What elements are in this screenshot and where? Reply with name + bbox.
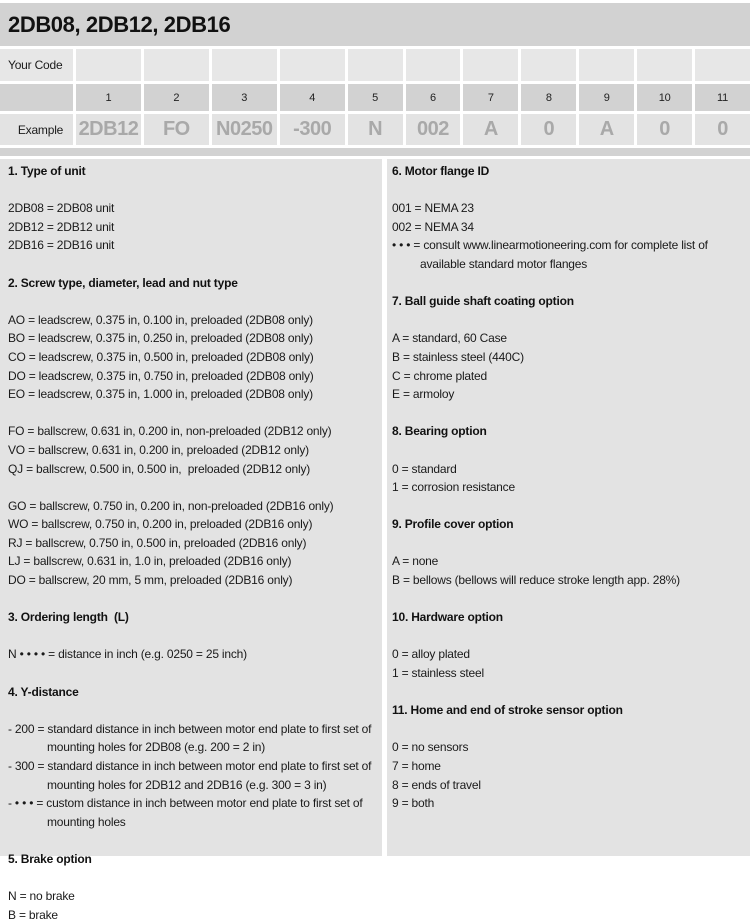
option-group (8, 199, 376, 255)
ordering-key-content (0, 159, 750, 922)
right-section-1 (392, 162, 744, 274)
option-line: 001 = NEMA 23 (392, 201, 474, 216)
option-line: WO = ballscrew, 0.750 in, 0.200 in, preloaded (2DB16 only) (8, 517, 313, 532)
option-line: 2DB08 = 2DB08 unit (8, 201, 115, 216)
option-line: mounting holes (47, 814, 126, 829)
option-line: GO = ballscrew, 0.750 in, 0.200 in, non-preloaded (2DB16 only) (8, 498, 334, 513)
option-line: 0 = alloy plated (392, 647, 470, 662)
example-value: A (599, 118, 614, 140)
separator-strip (0, 148, 750, 156)
column-number-4: 4 (280, 84, 345, 111)
option-line: LJ = ballscrew, 0.631 in, 1.0 in, preloaded (2DB16 only) (8, 554, 292, 569)
option-line: DO = leadscrew, 0.375 in, 0.750 in, preloaded (2DB08 only) (8, 368, 314, 383)
column-number-5: 5 (348, 84, 403, 111)
your-code-entry-cell-6[interactable] (406, 49, 461, 81)
section-heading: 7. Ball guide shaft coating option (392, 294, 574, 309)
section-heading: 6. Motor flange ID (392, 164, 490, 178)
left-column (0, 159, 382, 922)
section-heading: 4. Y-distance (8, 684, 79, 699)
your-code-entry-cell-3[interactable] (212, 49, 277, 81)
example-cell-6 (406, 114, 461, 145)
option-group (392, 460, 744, 497)
example-cell-7 (463, 114, 518, 145)
your-code-entry-cell-4[interactable] (280, 49, 345, 81)
option-line: available standard motor flanges (420, 256, 588, 271)
your-code-entry-cell-11[interactable] (695, 49, 750, 81)
section-heading: 10. Hardware option (392, 610, 503, 625)
ordering-code-table (0, 49, 750, 145)
your-code-entry-cell-2[interactable] (144, 49, 209, 81)
column-number-6: 6 (406, 84, 461, 111)
your-code-entry-cell-5[interactable] (348, 49, 403, 81)
column-number-11: 11 (695, 84, 750, 111)
example-cell-4 (280, 114, 345, 145)
option-line: VO = ballscrew, 0.631 in, 0.200 in, preloaded (2DB12 only) (8, 442, 309, 457)
section-heading: 5. Brake option (8, 851, 92, 866)
option-line: 0 = standard (392, 461, 457, 476)
option-group (392, 552, 744, 589)
right-section-3 (392, 422, 744, 496)
example-cell-5 (348, 114, 403, 145)
left-section-4 (8, 683, 376, 832)
section-heading: 11. Home and end of stroke sensor option (392, 703, 623, 718)
option-line: mounting holes for 2DB12 and 2DB16 (e.g. 300 = 3 in) (47, 777, 327, 792)
option-line: CO = leadscrew, 0.375 in, 0.500 in, preloaded (2DB08 only) (8, 349, 314, 364)
left-section-3 (8, 608, 376, 664)
right-section-4 (392, 515, 744, 589)
right-section-2 (392, 292, 744, 404)
section-heading: 8. Bearing option (392, 424, 487, 439)
your-code-entry-cell-9[interactable] (579, 49, 634, 81)
option-line: 2DB12 = 2DB12 unit (8, 219, 115, 234)
column-number-8: 8 (521, 84, 576, 111)
example-row (0, 114, 750, 145)
option-group (8, 720, 376, 832)
option-group (8, 497, 376, 590)
example-value: 0 (543, 118, 555, 140)
option-line: EO = leadscrew, 0.375 in, 1.000 in, preloaded (2DB08 only) (8, 387, 313, 402)
option-line: E = armoloy (392, 387, 455, 402)
example-value: 2DB12 (78, 118, 139, 140)
column-number-10: 10 (637, 84, 692, 111)
example-value: 0 (659, 118, 670, 140)
your-code-entry-cell-7[interactable] (463, 49, 518, 81)
option-line: 2DB16 = 2DB16 unit (8, 238, 115, 253)
option-line: - 200 = standard distance in inch between motor end plate to first set of (8, 721, 372, 736)
option-group (392, 645, 744, 682)
option-line: QJ = ballscrew, 0.500 in, 0.500 in, preloaded (2DB12 only) (8, 461, 311, 476)
example-value: 002 (417, 118, 449, 140)
example-value: 0 (717, 118, 728, 140)
column-number-3: 3 (212, 84, 277, 111)
option-line: C = chrome plated (392, 368, 487, 383)
option-group (8, 887, 376, 924)
option-line: N = no brake (8, 889, 75, 904)
example-cell-11 (695, 114, 750, 145)
option-line: 0 = no sensors (392, 740, 469, 755)
your-code-entry-cell-1[interactable] (76, 49, 141, 81)
example-label: Example (0, 114, 73, 145)
option-line: A = standard, 60 Case (392, 331, 507, 346)
option-line: 002 = NEMA 34 (392, 219, 474, 234)
option-line: AO = leadscrew, 0.375 in, 0.100 in, preloaded (2DB08 only) (8, 312, 313, 327)
example-value: FO (162, 118, 190, 140)
option-line: 1 = stainless steel (392, 666, 484, 681)
section-heading: 1. Type of unit (8, 164, 86, 178)
your-code-entry-cell-10[interactable] (637, 49, 692, 81)
option-line: - 300 = standard distance in inch between motor end plate to first set of (8, 759, 372, 773)
column-number-2: 2 (144, 84, 209, 111)
your-code-entry-cell-8[interactable] (521, 49, 576, 81)
option-line: 7 = home (392, 759, 441, 773)
column-number-1: 1 (76, 84, 141, 111)
option-group (8, 422, 376, 478)
option-line: B = stainless steel (440C) (392, 349, 524, 364)
page-title-bar (0, 3, 750, 46)
section-heading: 2. Screw type, diameter, lead and nut type (8, 275, 238, 290)
right-column (387, 159, 750, 856)
option-line: • • • = consult www.linearmotioneering.com for complete list of (392, 238, 708, 253)
left-section-1 (8, 162, 376, 255)
option-line: 9 = both (392, 796, 435, 811)
option-line: 1 = corrosion resistance (392, 480, 515, 495)
option-line: - • • • = custom distance in inch between motor end plate to first set of (8, 796, 363, 811)
option-group (392, 199, 744, 273)
column-number-row (0, 84, 750, 111)
section-heading: 9. Profile cover option (392, 517, 514, 532)
example-cell-9 (579, 114, 634, 145)
left-section-5 (8, 850, 376, 924)
number-row-label-cell (0, 84, 73, 111)
your-code-row (0, 49, 750, 81)
example-cell-2 (144, 114, 209, 145)
left-section-2 (8, 274, 376, 590)
option-line: FO = ballscrew, 0.631 in, 0.200 in, non-preloaded (2DB12 only) (8, 424, 332, 439)
example-value: N0250 (216, 118, 273, 140)
option-line: N • • • • = distance in inch (e.g. 0250 = 25 inch) (8, 647, 247, 662)
option-line: mounting holes for 2DB08 (e.g. 200 = 2 in) (47, 740, 266, 755)
option-group (392, 738, 744, 812)
option-line: A = none (392, 554, 439, 569)
example-cell-1 (76, 114, 141, 145)
option-line: BO = leadscrew, 0.375 in, 0.250 in, preloaded (2DB08 only) (8, 331, 313, 346)
option-line: B = bellows (bellows will reduce stroke length app. 28%) (392, 573, 680, 588)
example-cell-3 (212, 114, 277, 145)
option-group (8, 311, 376, 404)
example-cell-10 (637, 114, 692, 145)
right-section-5 (392, 608, 744, 682)
catalog-page (0, 3, 750, 922)
column-number-7: 7 (463, 84, 518, 111)
page-title: 2DB08, 2DB12, 2DB16 (8, 11, 231, 37)
your-code-label: Your Code (0, 49, 73, 81)
option-group (392, 329, 744, 403)
example-value: A (483, 118, 498, 140)
column-number-9: 9 (579, 84, 634, 111)
right-section-6 (392, 701, 744, 813)
example-value: N (368, 118, 383, 140)
section-heading: 3. Ordering length (L) (8, 610, 129, 625)
option-line: B = brake (8, 907, 58, 922)
example-cell-8 (521, 114, 576, 145)
option-group (8, 645, 376, 664)
option-line: 8 = ends of travel (392, 777, 481, 792)
option-line: RJ = ballscrew, 0.750 in, 0.500 in, preloaded (2DB16 only) (8, 535, 307, 550)
example-value: -300 (293, 118, 332, 140)
option-line: DO = ballscrew, 20 mm, 5 mm, preloaded (2DB16 only) (8, 573, 293, 588)
